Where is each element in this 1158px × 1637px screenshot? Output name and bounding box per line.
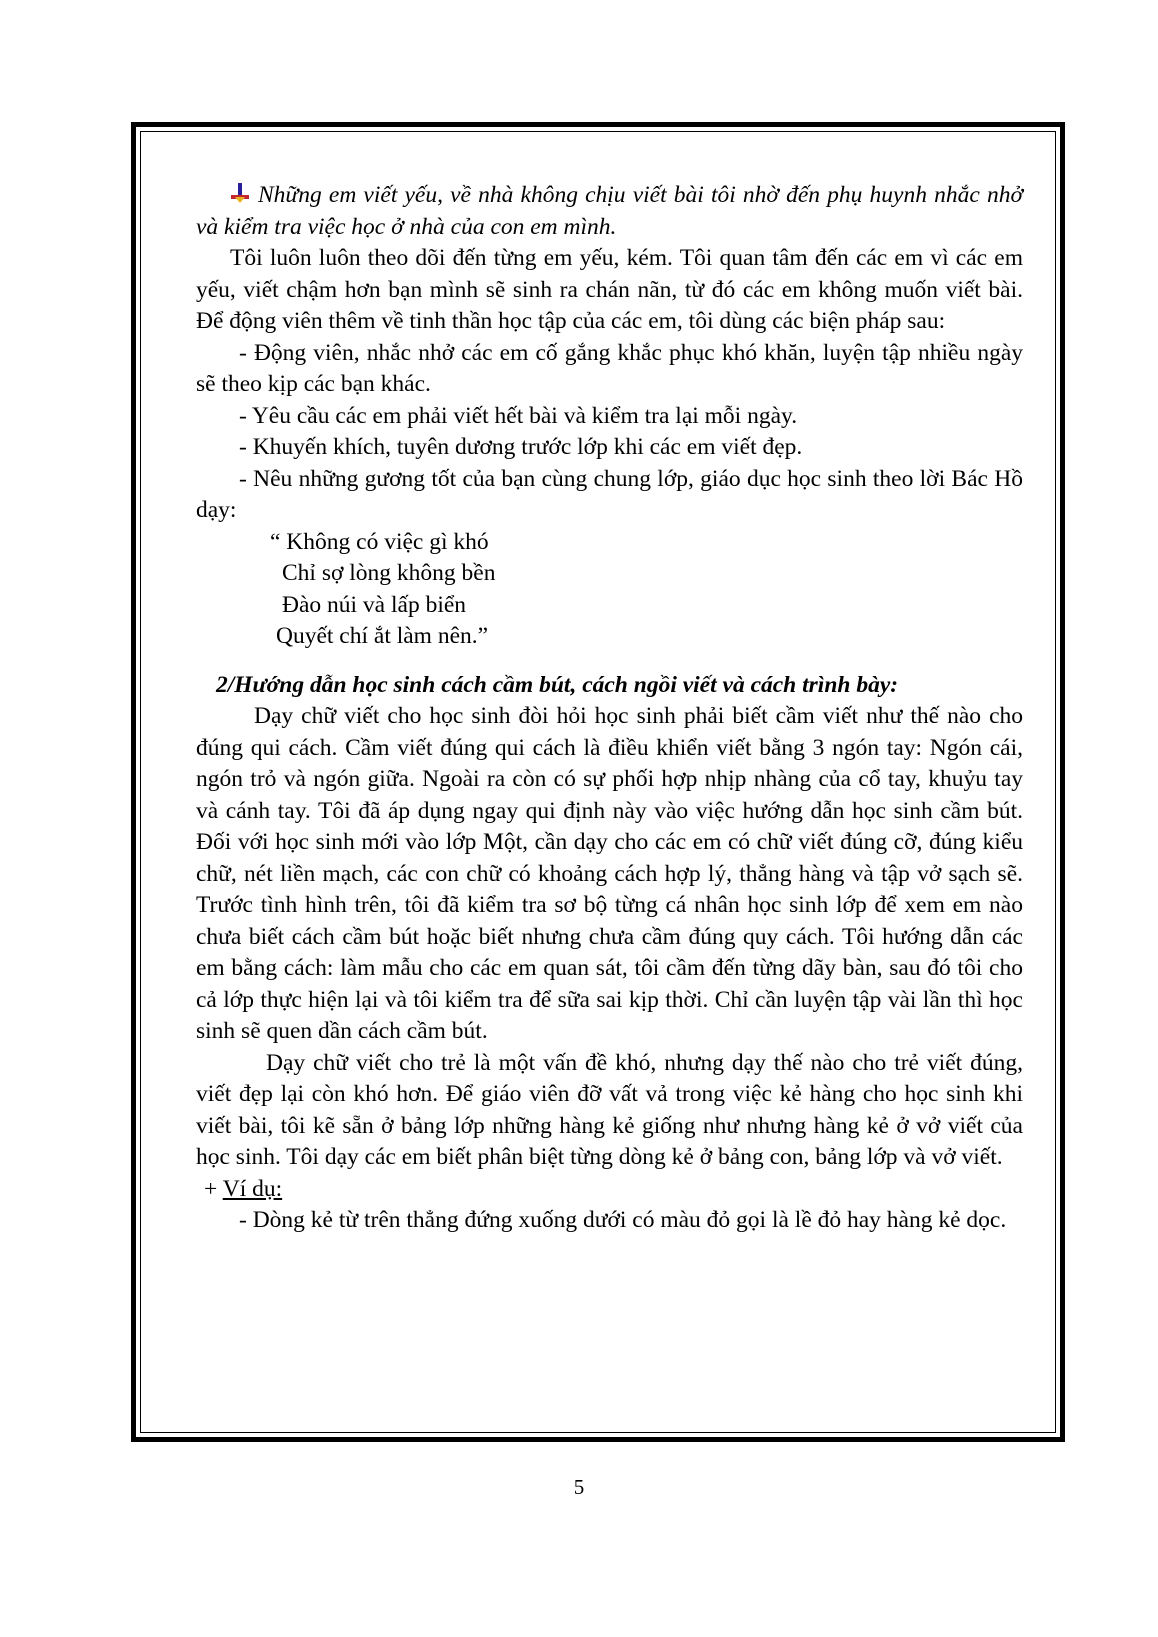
example-label: Ví dụ:: [222, 1175, 283, 1202]
section-heading: 2/Hướng dẫn học sinh cách cầm bút, cách ngồi viết và cách trình bày:: [216, 671, 899, 698]
example-line: - Dòng kẻ từ trên thẳng đứng xuống dưới có màu đỏ gọi là lề đỏ hay hàng kẻ dọc.: [239, 1207, 1007, 1233]
measure-item: - Động viên, nhắc nhở các em cố gắng khắc phục khó khăn, luyện tập nhiều ngày sẽ theo kịp các bạn khác.: [196, 339, 1023, 397]
paragraph-2: Dạy chữ viết cho học sinh đòi hỏi học sinh phải biết cầm viết như thế nào cho đúng qui cách. Cầm viết đúng qui cách là điều khiển viết bằng 3 ngón tay: Ngón cái, ngón trỏ và ngón giữa. Ngoài ra còn có sự phối hợp nhịp nhàng của cổ tay, khuỷu tay và cánh tay. Tôi đã áp dụng ngay qui định này vào việc hướng dẫn học sinh cầm bút. Đối với học sinh mới vào lớp Một, cần dạy cho các em có chữ viết đúng cỡ, đúng kiểu chữ, nét liền mạch, các con chữ có khoảng cách hợp lý, thẳng hàng và tập vở sạch sẽ. Trước tình hình trên, tôi đã kiểm tra sơ bộ từng cá nhân học sinh lớp để xem em nào chưa biết cách cầm bút hoặc biết nhưng chưa cầm đúng quy cách. Tôi hướng dẫn các em bằng cách: làm mẫu cho các em quan sát, tôi cầm đến từng dãy bàn, sau đó tôi cho cả lớp thực hiện lại và tôi kiểm tra để sữa sai kịp thời. Chỉ cần luyện tập vài lần thì học sinh sẽ quen dần cách cầm bút.: [196, 703, 1023, 1044]
poem-line: Chỉ sợ lòng không bền: [282, 560, 496, 586]
measure-item: - Khuyến khích, tuyên dương trước lớp khi các em viết đẹp.: [239, 434, 803, 460]
example-prefix: +: [204, 1175, 223, 1202]
measure-item: - Nêu những gương tốt của bạn cùng chung lớp, giáo dục học sinh theo lời Bác Hồ dạy:: [196, 465, 1023, 523]
measure-item: - Yêu cầu các em phải viết hết bài và kiểm tra lại mỗi ngày.: [239, 402, 798, 429]
paragraph-1: Tôi luôn luôn theo dõi đến từng em yếu, kém. Tôi quan tâm đến các em vì các em yếu, viết chậm hơn bạn mình sẽ sinh ra chán nãn, từ đó các em không muốn viết bài. Để động viên thêm về tinh thần học tập của các em, tôi dùng các biện pháp sau:: [196, 245, 1023, 334]
example-label-line: [196, 1174, 1023, 1206]
poem-line: “ Không có việc gì khó: [270, 528, 489, 555]
paragraph-3: Dạy chữ viết cho trẻ là một vấn đề khó, nhưng dạy thế nào cho trẻ viết đúng, viết đẹp lại còn khó hơn. Để giáo viên đỡ vất vả trong việc kẻ hàng cho học sinh khi viết bài, tôi kẽ sẵn ở bảng lớp những hàng kẻ giống như nhưng hàng kẻ ở vở viết của học sinh. Tôi dạy các em biết phân biệt từng dòng kẻ ở bảng con, bảng lớp và vở viết.: [196, 1049, 1023, 1170]
page-number: 5: [573, 1475, 585, 1499]
poem-quote: [270, 527, 1023, 653]
bullet-paragraph-text: Những em viết yếu, về nhà không chịu viết bài tôi nhờ đến phụ huynh nhắc nhở và kiểm tra việc học ở nhà của con em mình.: [196, 182, 1023, 240]
page-content: [196, 180, 1023, 1237]
bullet-paragraph: [196, 180, 1023, 243]
poem-line: Đào núi và lấp biển: [282, 591, 467, 618]
arrow-bullet-icon: [230, 183, 250, 203]
poem-line: Quyết chí ắt làm nên.”: [276, 623, 489, 649]
